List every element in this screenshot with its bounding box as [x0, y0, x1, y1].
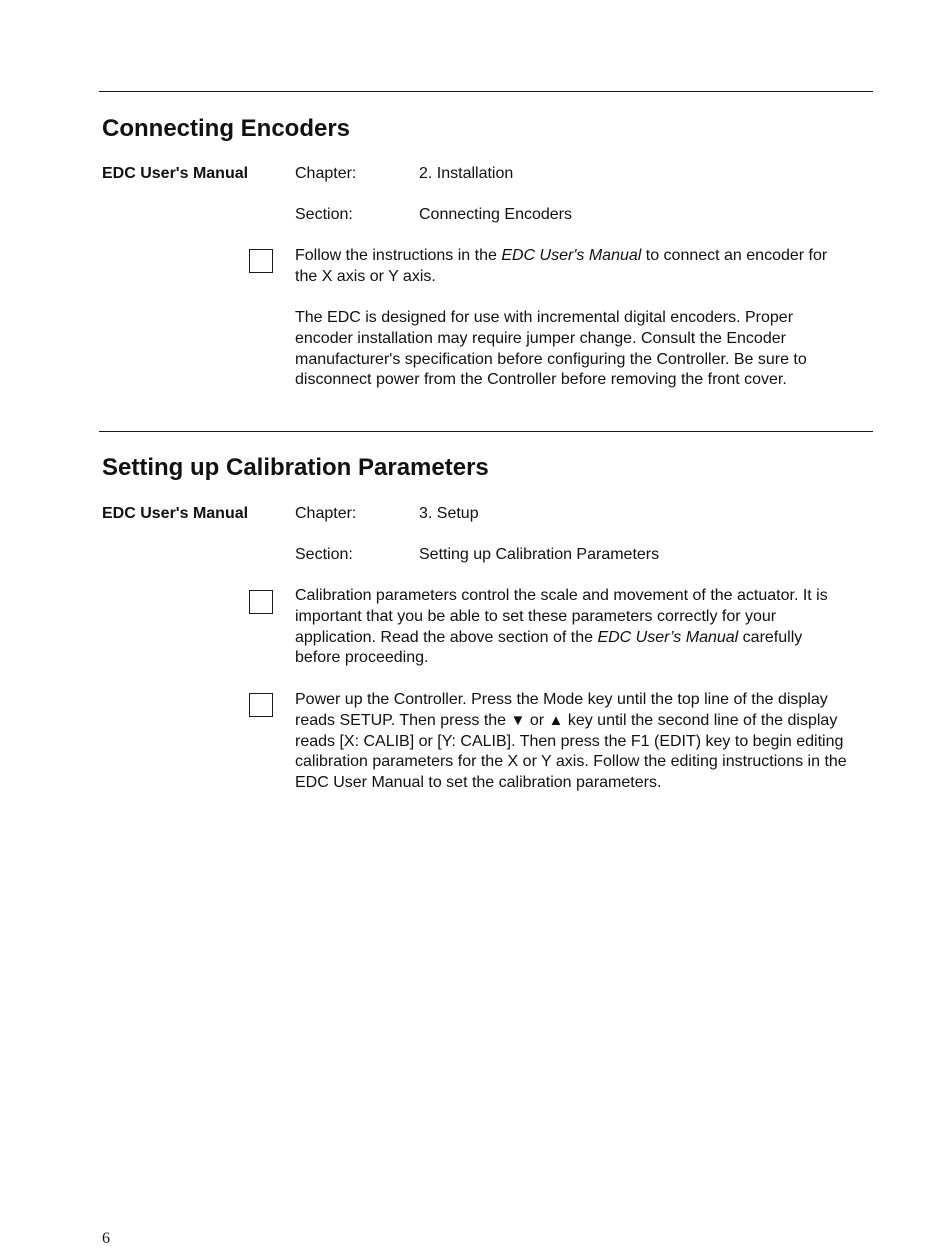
manual-reference-label: EDC User's Manual	[102, 505, 249, 522]
section-divider	[99, 91, 873, 92]
up-arrow-icon: ▲	[548, 711, 564, 729]
step-checkbox[interactable]	[249, 249, 273, 273]
chapter-label: Chapter:	[295, 505, 357, 522]
section-label: Section:	[295, 546, 353, 563]
chapter-value: 3. Setup	[419, 505, 479, 522]
section-title-calibration-parameters: Setting up Calibration Parameters	[102, 454, 489, 481]
chapter-label: Chapter:	[295, 165, 357, 182]
section-label: Section:	[295, 206, 353, 223]
down-arrow-icon: ▼	[510, 711, 526, 729]
section-title-connecting-encoders: Connecting Encoders	[102, 115, 351, 142]
chapter-value: 2. Installation	[419, 165, 514, 182]
step-instruction: Power up the Controller. Press the Mode key until the top line of the display reads SETUP. Then press the ▼ or ▲ key until the second line of the display reads [X: CALIB] or [Y: CALIB]. Then press the F1 (EDIT) key to begin editing calibration parameters for the X or Y axis. Follow the editing instructions in the EDC User Manual to set the calibration parameters.	[295, 691, 847, 792]
manual-reference-label: EDC User's Manual	[102, 165, 249, 182]
step-instruction: Calibration parameters control the scale and movement of the actuator. It is important that you be able to set these parameters correctly for your application. Read the above section of the EDC User’s Manual carefully before proceeding.	[295, 587, 828, 667]
section-value: Setting up Calibration Parameters	[419, 546, 660, 563]
section-divider	[99, 431, 873, 432]
step-instruction: Follow the instructions in the EDC User's Manual to connect an encoder for the X axis or Y axis.	[295, 247, 828, 285]
step-checkbox[interactable]	[249, 590, 273, 614]
manual-title-ref: EDC User’s Manual	[597, 628, 739, 646]
manual-title-ref: EDC User's Manual	[501, 247, 642, 264]
page-number: 6	[102, 1230, 110, 1247]
step-checkbox[interactable]	[249, 693, 273, 717]
encoder-note: The EDC is designed for use with incremental digital encoders. Proper encoder installation may require jumper change. Consult the Encoder manufacturer's specification before configuring the Controller. Be sure to disconnect power from the Controller before removing the front cover.	[295, 309, 807, 389]
section-value: Connecting Encoders	[419, 206, 572, 223]
